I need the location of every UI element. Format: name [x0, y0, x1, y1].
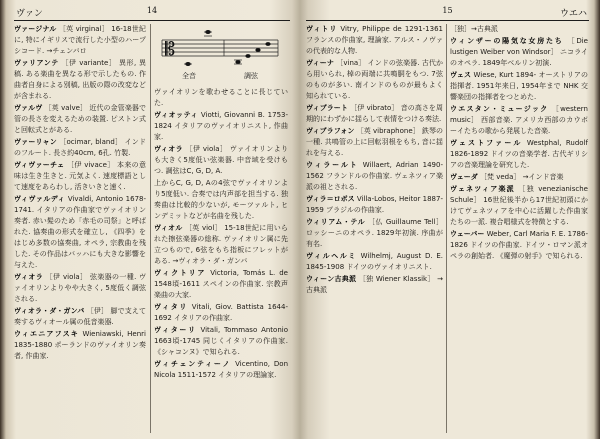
dictionary-entry	[154, 144, 288, 177]
dictionary-entry	[14, 24, 146, 57]
entry-definition: ［英 vibraphone］ 鉄琴の一種. 共鳴管の上に回転羽根をもち, 音に揺れを与える.	[306, 127, 443, 157]
dictionary-entry	[306, 274, 443, 296]
entry-headword: ウェーバー	[450, 230, 485, 238]
entry-headword: ヴィチェンティーノ	[154, 360, 232, 368]
entry-headword: ヴェネツィア楽派	[450, 185, 515, 193]
entry-headword: ヴィヴァルディ	[14, 195, 66, 203]
dictionary-entry	[14, 194, 146, 271]
right-page-number: 15	[442, 6, 453, 15]
dictionary-entry	[14, 103, 146, 136]
left-column-2-entries	[154, 87, 288, 381]
dictionary-entry	[450, 138, 588, 171]
dictionary-entry	[306, 217, 443, 250]
right-column-1	[306, 24, 443, 435]
staff-notation-icon	[154, 26, 286, 82]
figure-caption-right: 調弦	[244, 72, 258, 80]
dictionary-entry	[154, 110, 288, 143]
entry-definition: ［ocimar, bland］ インドのフルート. 長さ約40cm, 6孔. 竹製.	[14, 138, 146, 157]
figure-caption-left: 全音	[182, 72, 196, 80]
entry-definition: ［英 virginal］ 16-18世紀に, 特にイギリスで流行した小型のハープシコード. →チェンバロ	[14, 25, 146, 55]
dictionary-entry	[306, 103, 443, 125]
dictionary-entry	[450, 184, 588, 228]
dictionary-entry	[154, 87, 288, 109]
right-running-title: ウエハ	[559, 9, 587, 19]
entry-headword: ヴィターリ	[154, 326, 197, 334]
entry-headword: ヴェストファール	[450, 139, 523, 147]
entry-headword: ヴェーダ	[450, 173, 478, 181]
dictionary-entry	[306, 194, 443, 216]
entry-headword: ウィエニアフスキ	[14, 330, 79, 338]
dictionary-entry	[14, 306, 146, 328]
entry-definition: Wieniawski, Henri 1835-1880 ポーランドのヴァイオリン奏者, 作曲家.	[14, 330, 146, 360]
viola-notation-figure	[154, 26, 288, 84]
dictionary-entry	[450, 104, 588, 137]
dictionary-entry	[306, 58, 443, 102]
entry-definition: Viotti, Giovanni B. 1753-1824 イタリアのヴァイオリニスト, 作曲家.	[154, 111, 288, 141]
entry-definition: Vitali, Tommaso Antonio 1663頃-1745 同じくイタリアの作曲家. 《シャコンヌ》で知られる.	[154, 326, 288, 356]
entry-definition: Victoria, Tomás L. de 1548頃-1611 スペインの作曲家. 宗教声楽曲の大家.	[154, 269, 288, 299]
entry-definition: ［梵 veda］ →インド音楽	[479, 173, 564, 181]
dictionary-entry	[450, 172, 588, 183]
entry-definition: ［伊 viola］ 弦楽器の一種. ヴァイオリンよりやや大きく, 5度低く調弦される.	[14, 273, 146, 303]
right-page-header	[306, 0, 589, 21]
entry-headword: ヴィオラ	[154, 145, 183, 153]
entry-headword: ヴィブラフォン	[306, 127, 355, 135]
entry-definition: Vitry, Philippe de 1291-1361 フランスの作曲家, 理論家. アルス・ノヴァの代表的な人物.	[306, 25, 443, 55]
entry-headword: ヴィクトリア	[154, 269, 207, 277]
dictionary-entry	[450, 70, 588, 103]
entry-definition: ［伊 vibrato］ 音の高さを周期的にわずかに揺らして表情をつける奏法.	[306, 104, 443, 123]
entry-headword: ヴィヴァーチェ	[14, 161, 65, 169]
left-column-2	[154, 24, 288, 435]
entry-headword: ヴァルヴ	[14, 104, 43, 112]
entry-headword: ウィンザーの陽気な女房たち	[450, 37, 564, 45]
entry-headword: ヴィオル	[154, 224, 183, 232]
entry-headword: ヴァーリャン	[14, 138, 57, 146]
dictionary-entry	[306, 126, 443, 159]
dictionary-entry	[14, 272, 146, 305]
right-column-2	[450, 24, 588, 435]
entry-definition: Wilhelmj, August D. E. 1845-1908 ドイツのヴァイオリニスト.	[306, 252, 443, 271]
entry-headword: ウィーン古典派	[306, 275, 357, 283]
dictionary-entry	[450, 36, 588, 69]
entry-definition: ヴァイオリンを歌わせることに長じていた.	[154, 88, 288, 107]
dictionary-entry	[306, 24, 443, 57]
left-page	[14, 0, 290, 439]
entry-headword: ヴィオラ・ダ・ガンバ	[14, 307, 85, 315]
entry-definition: ［仏 Guillaume Tell］ ロッシーニのオペラ. 1829年初演. 序曲が有名.	[306, 218, 443, 248]
entry-headword: ヴァリアンテ	[14, 59, 59, 67]
entry-definition: Willaert, Adrian 1490-1562 フランドルの作曲家. ヴェネツィア楽派の祖とされる.	[306, 161, 443, 191]
left-page-number: 14	[146, 6, 158, 15]
dictionary-entry	[154, 325, 288, 358]
entry-definition: Villa-Lobos, Heitor 1887-1959 ブラジルの作曲家.	[306, 195, 443, 214]
dictionary-entry	[154, 178, 288, 222]
entry-definition: Vivaldi, Antonio 1678-1741. イタリアの作曲家でヴァイオリン奏者. 赤い髪のため「赤毛の司祭」と呼ばれた. 協奏曲の形式を確立し, 《四季》をはじめ多数の協奏曲, オペラ, 宗教曲を残した. その作品はバッハにも大きな影響を与えた.	[14, 195, 146, 269]
dictionary-entry	[154, 223, 288, 267]
entry-definition: ［Die lustigen Weiber von Windsor］ ニコライのオペラ. 1849年ベルリン初演.	[450, 37, 588, 67]
entry-headword: ヴィブラート	[306, 104, 348, 112]
entry-headword: ヴィルヘルミ	[306, 252, 357, 260]
entry-definition: Westphal, Rudolf 1826-1892 ドイツの音楽学者. 古代ギリシアの音楽理論を研究した.	[450, 139, 588, 169]
entry-definition: ［英 valve］ 近代の金管楽器で管の長さを変えるための装置. ピストン式と回転式とがある.	[14, 104, 146, 134]
entry-headword: ヴィタリ	[154, 303, 188, 311]
entry-definition: Weber, Carl Maria F. E. 1786-1826 ドイツの作曲家. ドイツ・ロマン派オペラの創始者. 《魔弾の射手》で知られる.	[450, 230, 588, 260]
entry-definition: ［独 Wiener Klassik］ →古典派	[306, 275, 443, 294]
entry-headword: ヴィラ＝ロボス	[306, 195, 355, 203]
entry-headword: ヴァージナル	[14, 25, 57, 33]
entry-definition: ［western music］ 西部音楽. アメリカ西部のカウボーイたちの歌から発展した音楽.	[450, 105, 588, 135]
entry-definition: ［vina］ インドの弦楽器. 古代から用いられ, 棹の両端に共鳴胴をもつ. 7弦のものが多い. 南インドのものが最もよく知られている.	[306, 59, 443, 100]
entry-definition: ［伊 variante］ 異形, 異稿. ある楽曲を異なる形で示したもの. 作曲者自身による別稿, 出版の際の改変などが含まれる.	[14, 59, 146, 100]
dictionary-entry	[14, 329, 146, 362]
dictionary-entry	[14, 137, 146, 159]
entry-headword: ウィラールト	[306, 161, 359, 169]
dictionary-entry	[450, 24, 588, 35]
entry-definition: ［独］→古典派	[450, 25, 498, 33]
entry-definition: Vicentino, Don Nicola 1511-1572 イタリアの理論家.	[154, 360, 288, 379]
right-page	[306, 0, 589, 439]
dictionary-entry	[14, 58, 146, 102]
dictionary-entry	[154, 302, 288, 324]
entry-headword: ヴェス	[450, 71, 472, 79]
entry-headword: ウエスタン・ミュージック	[450, 105, 549, 113]
left-column-1	[14, 24, 146, 435]
entry-definition: ［独 venezianische Schule］ 16世紀後半から17世紀初頭にかけてヴェネツィアを中心に活躍した作曲家たちの一派. 複合唱様式を特徴とする.	[450, 185, 588, 226]
dictionary-entry	[306, 251, 443, 273]
dictionary-entry	[154, 359, 288, 381]
entry-definition: Wiese, Kurt 1894- オーストリアの指揮者. 1951年来日, 1954年まで NHK 交響楽団の指揮者をつとめた.	[450, 71, 588, 101]
dictionary-entry	[450, 229, 588, 262]
entry-headword: ウィリアム・テル	[306, 218, 366, 226]
entry-headword: ヴィオッティ	[154, 111, 199, 119]
svg-text:𝄡: 𝄡	[165, 39, 176, 60]
left-page-header	[14, 0, 290, 21]
entry-definition: Vitali, Giov. Battista 1644-1692 イタリアの作曲家.	[154, 303, 288, 322]
dictionary-entry	[306, 160, 443, 193]
left-running-title: ヴァン	[16, 9, 43, 19]
entry-headword: ヴィトリ	[306, 25, 338, 33]
dictionary-entry	[14, 160, 146, 193]
dictionary-entry	[154, 268, 288, 301]
entry-headword: ヴィーナ	[306, 59, 334, 67]
entry-definition: 上からC, G, D, Aの4弦でヴァイオリンより5度低い. 合奏では内声部を担当する. 独奏曲は比較的少ないが, モーツァルト, ヒンデミットなどが名曲を残した.	[154, 179, 288, 220]
entry-headword: ヴィオラ	[14, 273, 44, 281]
entry-definition: ［伊］ 脚で支えて奏するヴィオール属の低音楽器.	[14, 307, 146, 326]
entry-definition: ［伊 vivace］ 本来の意味は生き生きと. 元気よく. 速度標語として速度をあらわし, 活きいきと速く.	[14, 161, 146, 191]
entry-definition: ［伊 viola］ ヴァイオリンよりも大きく5度低い弦楽器. 中音域を受けもつ. 調弦はC, G, D, A.	[154, 145, 288, 175]
entry-definition: ［英 viol］ 15-18世紀に用いられた擦弦楽器の総称. ヴァイオリン属に先立つもので, 6弦をもち指板にフレットがある. →ヴィオラ・ダ・ガンバ	[154, 224, 288, 265]
